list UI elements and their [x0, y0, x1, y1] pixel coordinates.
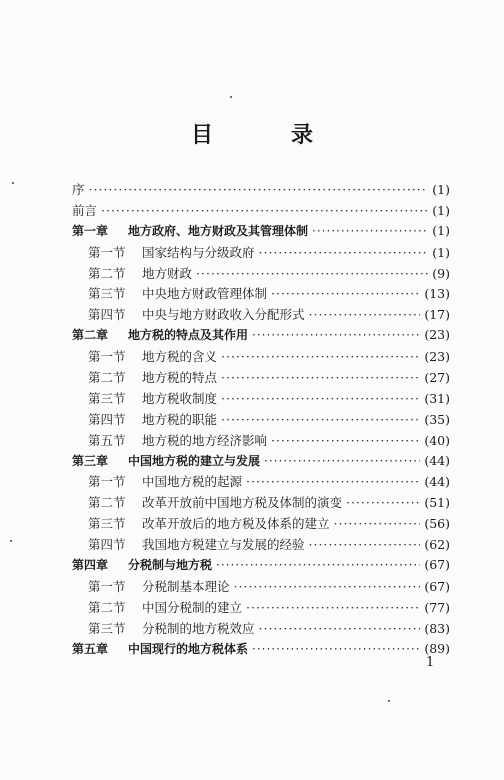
- toc-entry-number: 第四节: [88, 307, 126, 323]
- toc-entry: [72, 431, 450, 452]
- toc-entry-number: 第一节: [88, 474, 126, 490]
- toc-entry: [72, 326, 450, 347]
- toc-entry: [72, 368, 450, 389]
- scan-speck: [230, 96, 232, 98]
- dot-leader: [246, 474, 420, 489]
- dot-leader: [196, 266, 428, 281]
- page-number: 1: [426, 655, 435, 670]
- toc-entry-number: 第二节: [88, 599, 126, 615]
- toc-entry-title: 分税制与地方税: [128, 558, 213, 573]
- toc-entry: [72, 305, 450, 326]
- toc-entry-number: 第四节: [88, 411, 126, 427]
- toc-entry: [72, 556, 450, 577]
- toc-entry-page: (56): [424, 516, 450, 532]
- toc-entry-title: 地方税的地方经济影响: [142, 432, 268, 448]
- toc-entry-number: 第四节: [88, 537, 126, 553]
- toc-entry-page: (17): [424, 307, 450, 323]
- dot-leader: [252, 328, 420, 342]
- toc-entry-title: 我国地方税建立与发展的经验: [142, 537, 305, 553]
- toc-entry-number: 第三节: [88, 516, 126, 532]
- toc-entry-page: (44): [424, 474, 450, 490]
- toc-entry: [72, 410, 450, 431]
- dot-leader: [309, 307, 421, 322]
- toc-entry: [72, 640, 450, 661]
- toc-entry: [72, 243, 450, 264]
- toc-entry-title: 地方税的特点及其作用: [128, 328, 249, 343]
- scan-speck: [388, 700, 390, 702]
- toc-entry-number: 第二节: [88, 370, 126, 386]
- toc-entry-page: (67): [424, 578, 450, 594]
- toc-entry-page: (89): [424, 640, 450, 656]
- scan-speck: [10, 540, 12, 542]
- toc-entry-page: (23): [424, 327, 450, 343]
- toc-entry: [72, 284, 450, 305]
- toc-entry-number: 第三章: [72, 453, 109, 468]
- toc-entry-title: 地方税的特点: [142, 370, 218, 386]
- toc-entry-page: (31): [424, 390, 450, 406]
- dot-leader: [221, 370, 420, 385]
- toc-entry-number: 第二节: [88, 265, 126, 281]
- toc-entry-title: 地方财政: [142, 265, 193, 281]
- toc-entry-number: 第一节: [88, 244, 126, 260]
- toc-entry-page: (40): [424, 432, 450, 448]
- toc-entry: [72, 598, 450, 619]
- toc-entry: [72, 493, 450, 514]
- toc-entry-title: 地方税的含义: [142, 349, 218, 365]
- dot-leader: [89, 182, 429, 197]
- toc-entry-number: 第一节: [88, 349, 126, 365]
- toc-entry: [72, 222, 450, 243]
- toc-entry-number: 第三节: [88, 286, 126, 302]
- toc-entry-page: (1): [432, 244, 450, 260]
- toc-entry-title: 国家结构与分级政府: [142, 244, 255, 260]
- toc-entry-page: (1): [432, 222, 450, 238]
- toc-entry: [72, 514, 450, 535]
- toc-entry-page: (62): [424, 537, 450, 553]
- table-of-contents: [72, 180, 450, 660]
- page-title: 目 录: [190, 123, 341, 148]
- dot-leader: [271, 433, 420, 448]
- toc-entry-page: (9): [432, 265, 450, 281]
- toc-entry-number: 第三节: [88, 620, 126, 636]
- toc-entry: [72, 619, 450, 640]
- dot-leader: [221, 391, 420, 406]
- toc-entry: [72, 452, 450, 473]
- toc-entry-title: 前言: [72, 202, 98, 218]
- toc-entry-page: (1): [432, 202, 450, 218]
- toc-entry-number: 第三节: [88, 390, 126, 406]
- toc-entry: [72, 535, 450, 556]
- toc-entry-page: (13): [424, 286, 450, 302]
- dot-leader: [271, 286, 420, 301]
- toc-entry-number: 第五节: [88, 432, 126, 448]
- toc-entry-number: 第一章: [72, 223, 109, 238]
- toc-entry: [72, 180, 450, 201]
- dot-leader: [216, 558, 420, 572]
- toc-entry-title: 中央地方财政管理体制: [142, 286, 268, 302]
- toc-entry-page: (77): [424, 599, 450, 615]
- toc-entry-page: (67): [424, 557, 450, 573]
- toc-entry-title: 中国分税制的建立: [142, 599, 243, 615]
- dot-leader: [101, 203, 428, 218]
- toc-entry-title: 中国现行的地方税体系: [128, 641, 249, 656]
- toc-entry-title: 改革开放前中国地方税及体制的演变: [142, 495, 343, 511]
- toc-entry-title: 中央与地方财政收入分配形式: [142, 307, 305, 323]
- toc-entry: [72, 264, 450, 285]
- toc-entry: [72, 472, 450, 493]
- toc-entry-page: (44): [424, 452, 450, 468]
- dot-leader: [264, 454, 420, 468]
- dot-leader: [221, 349, 420, 364]
- toc-entry-title: 分税制的地方税效应: [142, 620, 255, 636]
- toc-entry-page: (35): [424, 411, 450, 427]
- toc-entry-page: (23): [424, 349, 450, 365]
- dot-leader: [309, 537, 421, 552]
- dot-leader: [259, 621, 421, 636]
- toc-entry-page: (27): [424, 370, 450, 386]
- dot-leader: [252, 642, 420, 656]
- toc-entry-title: 中国地方税的建立与发展: [128, 453, 261, 468]
- dot-leader: [334, 516, 421, 531]
- toc-entry-title: 地方政府、地方财政及其管理体制: [128, 223, 309, 238]
- scan-speck: [12, 182, 14, 184]
- dot-leader: [259, 245, 429, 260]
- toc-entry-number: 第四章: [72, 558, 109, 573]
- toc-entry-number: 第二节: [88, 495, 126, 511]
- toc-entry-page: (83): [424, 620, 450, 636]
- dot-leader: [346, 495, 420, 510]
- dot-leader: [312, 224, 428, 238]
- toc-entry: [72, 389, 450, 410]
- toc-entry: [72, 347, 450, 368]
- toc-entry-title: 地方税的职能: [142, 411, 218, 427]
- toc-entry-title: 中国地方税的起源: [142, 474, 243, 490]
- toc-entry: [72, 201, 450, 222]
- toc-entry-title: 分税制基本理论: [142, 578, 230, 594]
- toc-entry-page: (51): [424, 495, 450, 511]
- dot-leader: [221, 412, 420, 427]
- toc-entry-page: (1): [432, 182, 450, 197]
- toc-entry: [72, 577, 450, 598]
- toc-entry-number: 第二章: [72, 328, 109, 343]
- toc-entry-title: 改革开放后的地方税及体系的建立: [142, 516, 330, 532]
- toc-entry-number: 第一节: [88, 578, 126, 594]
- toc-entry-title: 序: [72, 182, 85, 197]
- toc-entry-number: 第五章: [72, 641, 109, 656]
- dot-leader: [246, 600, 420, 615]
- toc-entry-title: 地方税收制度: [142, 390, 218, 406]
- dot-leader: [234, 579, 421, 594]
